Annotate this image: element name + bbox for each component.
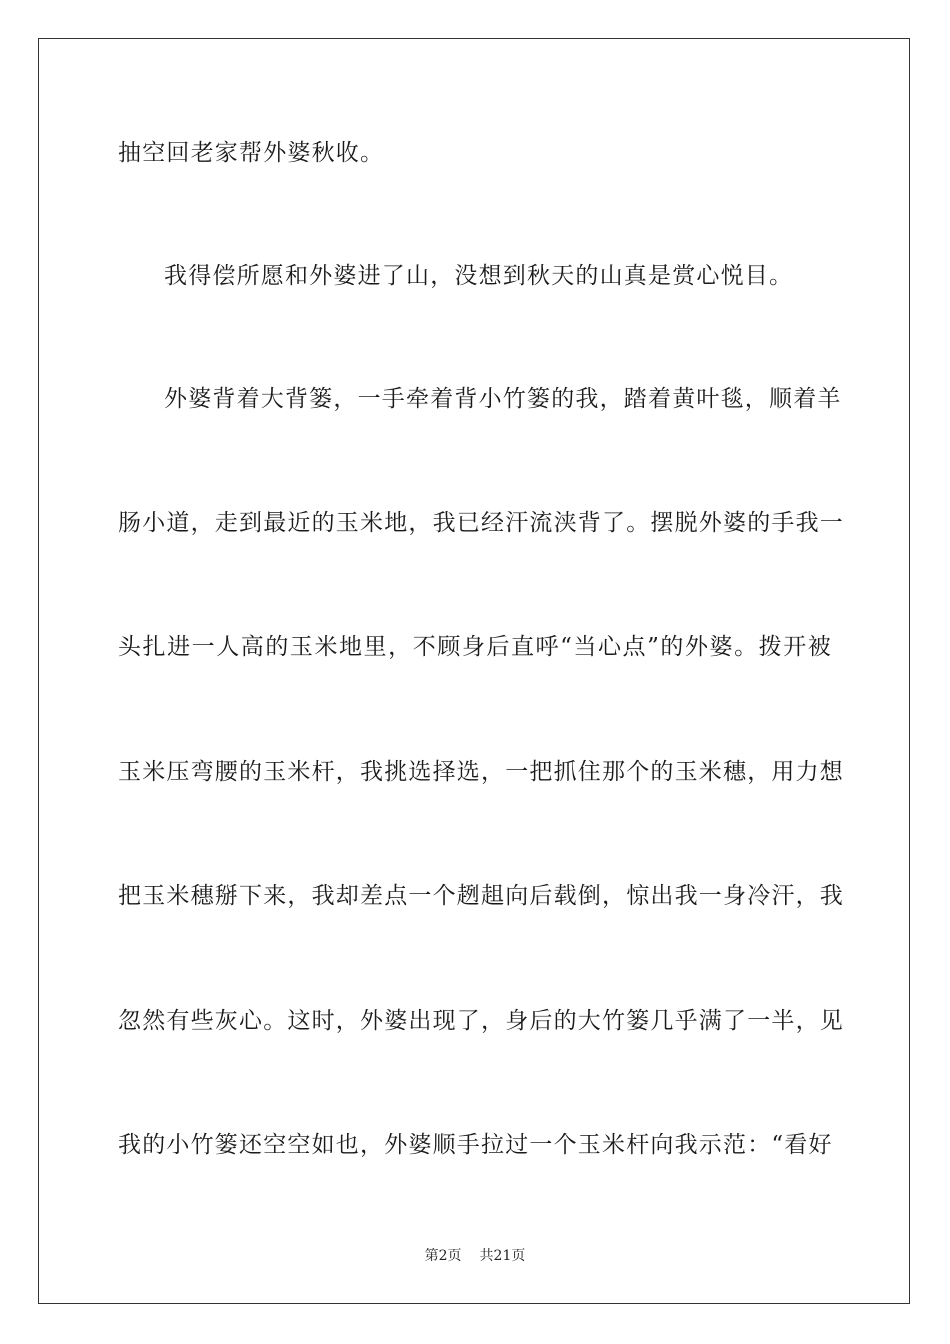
text-line-4: 肠小道，走到最近的玉米地，我已经汗流浃背了。摆脱外婆的手我一: [118, 510, 844, 536]
text-line-2: 我得偿所愿和外婆进了山，没想到秋天的山真是赏心悦目。: [164, 263, 794, 289]
page-total: 共21页: [479, 1248, 526, 1264]
text-line-8: 忽然有些灰心。这时，外婆出现了，身后的大竹篓几乎满了一半，见: [118, 1008, 844, 1034]
text-line-6: 玉米压弯腰的玉米杆，我挑选择选，一把抓住那个的玉米穗，用力想: [118, 759, 844, 785]
page-number: 第2页: [424, 1248, 462, 1264]
page-footer: [0, 1246, 950, 1266]
text-line-9: 我的小竹篓还空空如也，外婆顺手拉过一个玉米杆向我示范：“看好: [118, 1132, 833, 1158]
text-line-5: 头扎进一人高的玉米地里，不顾身后直呼“当心点”的外婆。拨开被: [118, 634, 832, 660]
page-border: [38, 38, 910, 1304]
text-line-3: 外婆背着大背篓，一手牵着背小竹篓的我，踏着黄叶毯，顺着羊: [164, 386, 842, 412]
text-line-7: 把玉米穗掰下来，我却差点一个趔趄向后载倒，惊出我一身冷汗，我: [118, 883, 844, 909]
text-line-1: 抽空回老家帮外婆秋收。: [118, 140, 385, 166]
